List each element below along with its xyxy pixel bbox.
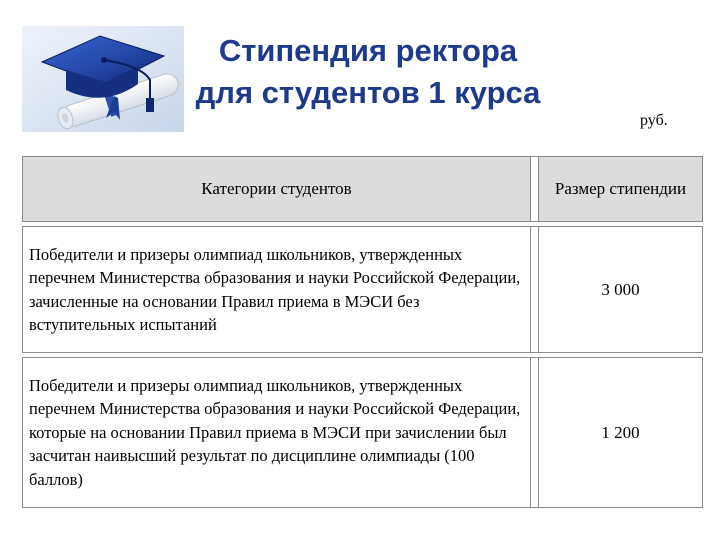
scholarship-table: [22, 156, 703, 508]
row-amount: 3 000: [539, 227, 703, 353]
column-header-amount: Размер стипендии: [539, 157, 703, 222]
title-line-2: для студентов 1 курса: [195, 75, 541, 110]
row-category: Победители и призеры олимпиад школьников, утвержденных перечнем Министерства образования и науки Российской Федерации, которые на основании Правил приема в МЭСИ при зачислении был засчитан наивысший результат по дисциплине олимпиады (100 баллов): [23, 358, 531, 508]
column-header-category: Категории студентов: [23, 157, 531, 222]
currency-unit: руб.: [640, 112, 668, 129]
table-row: [23, 227, 703, 353]
title-line-1: Стипендия ректора: [218, 33, 518, 68]
table-row: [23, 358, 703, 508]
row-amount: 1 200: [539, 358, 703, 508]
row-category: Победители и призеры олимпиад школьников, утвержденных перечнем Министерства образования и науки Российской Федерации, зачисленные на основании Правил приема в МЭСИ без вступительных испытаний: [23, 227, 531, 353]
page-title: [168, 30, 568, 114]
table-header-row: [23, 157, 703, 222]
graduation-cap-diploma-icon: [22, 26, 184, 132]
